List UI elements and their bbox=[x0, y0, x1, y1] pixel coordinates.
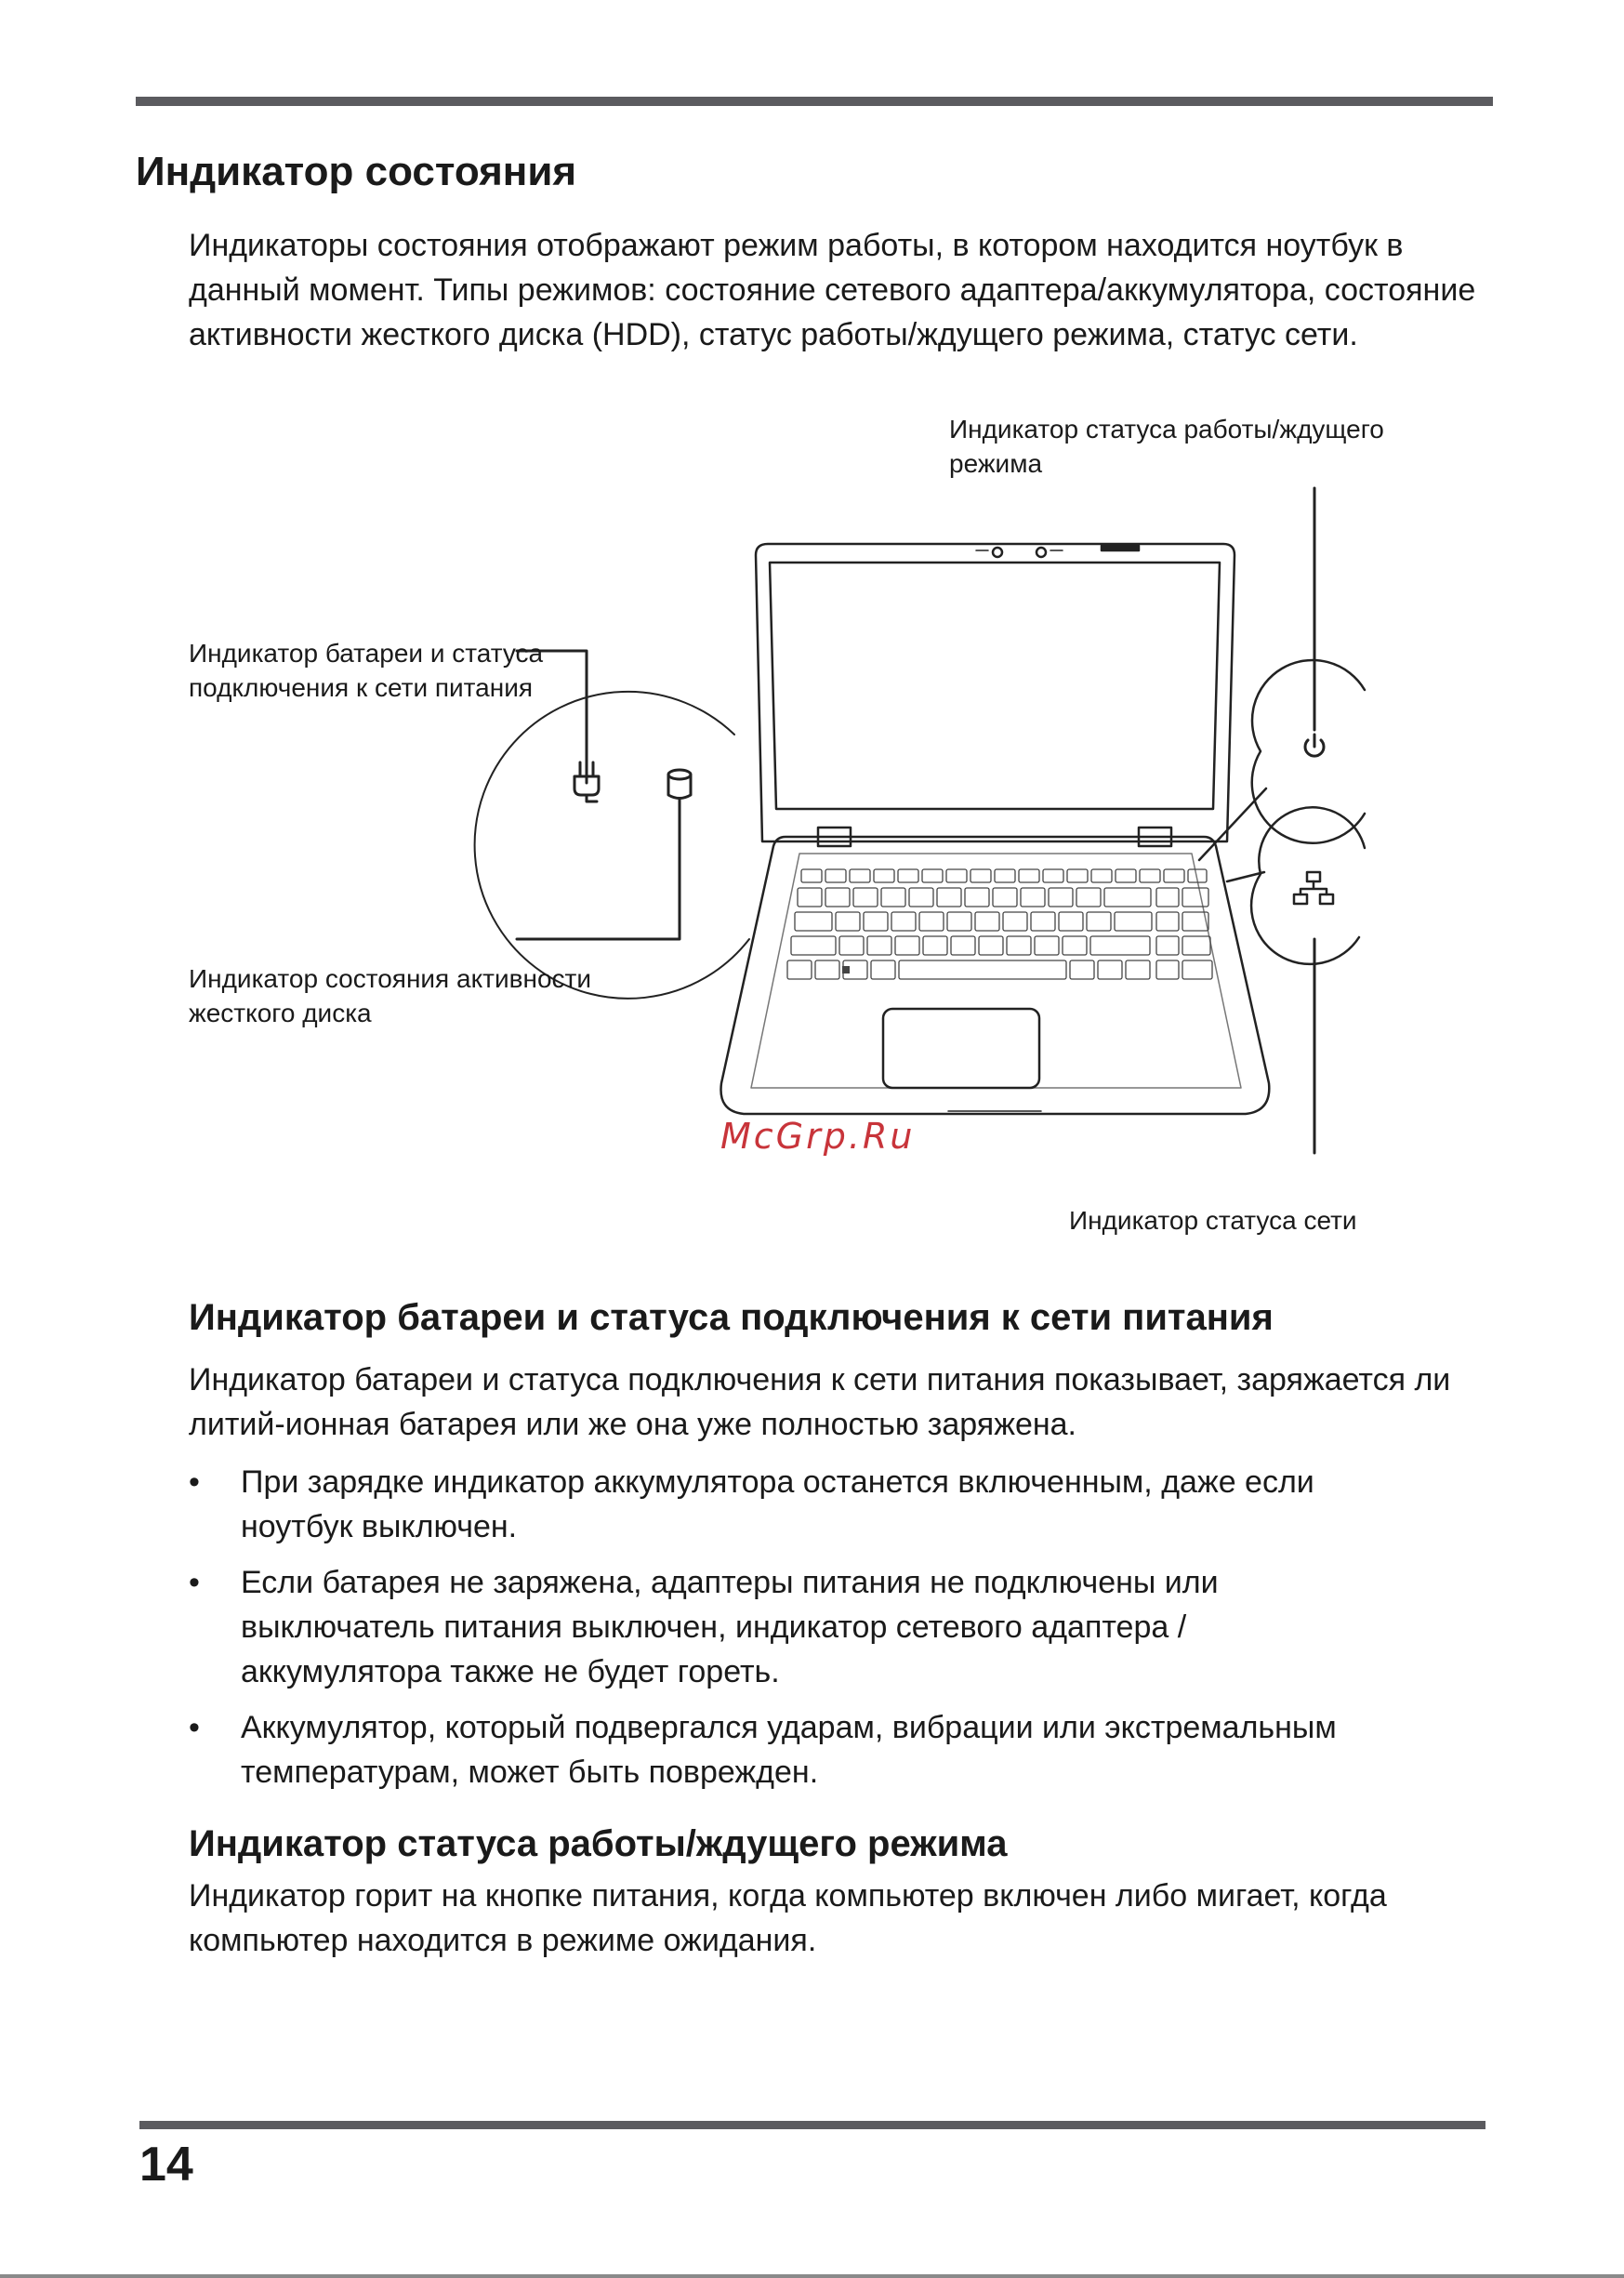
intro-paragraph: Индикаторы состояния отображают режим работы, в котором находится ноутбук в данный момент. Типы режимов: состояние сетевого адаптера/аккумулятора, состояние активности жесткого диска (HDD), статус работы/ждущего режима, статус сети. bbox=[189, 228, 1476, 352]
power-section-title: Индикатор статуса работы/ждущего режима bbox=[189, 1823, 1008, 1864]
laptop-lid bbox=[756, 544, 1235, 841]
hdd-indicator-label: Индикатор состояния активности жесткого диска bbox=[189, 964, 591, 1027]
battery-indicator-label: Индикатор батареи и статуса подключения к сети питания bbox=[189, 639, 544, 702]
keyboard-row-5 bbox=[787, 960, 1212, 979]
watermark: McGrp.Ru bbox=[720, 1116, 916, 1157]
bullet-text: При зарядке индикатор аккумулятора останется включенным, даже если ноутбук выключен. bbox=[241, 1464, 1314, 1544]
bullet-item bbox=[189, 1460, 1351, 1549]
keyboard-row-3 bbox=[795, 912, 1208, 931]
hdd-icon bbox=[668, 770, 691, 799]
bullet-text: Аккумулятор, который подвергался ударам, вибрации или экстремальным температурам, может быть поврежден. bbox=[241, 1710, 1337, 1790]
keyboard-row-4 bbox=[791, 936, 1210, 955]
power-pointer-line bbox=[1199, 788, 1266, 860]
network-icon bbox=[1294, 872, 1333, 904]
bullet-symbol: • bbox=[189, 1565, 200, 1600]
battery-bullet-list bbox=[189, 1460, 1351, 1806]
page-title: Индикатор состояния bbox=[136, 149, 577, 194]
power-section-description: Индикатор горит на кнопке питания, когда компьютер включен либо мигает, когда компьютер находится в режиме ожидания. bbox=[189, 1878, 1387, 1958]
power-icon bbox=[1305, 735, 1324, 756]
hdd-leader-line bbox=[517, 800, 680, 939]
keyboard-row-2 bbox=[798, 888, 1208, 907]
keyboard-row-1 bbox=[801, 869, 1207, 882]
battery-section-title: Индикатор батареи и статуса подключения к сети питания bbox=[189, 1297, 1274, 1338]
network-indicator-label: Индикатор статуса сети bbox=[1069, 1206, 1357, 1235]
page-number: 14 bbox=[139, 2138, 193, 2192]
right-upper-circle bbox=[1252, 660, 1365, 843]
bullet-symbol: • bbox=[189, 1464, 200, 1500]
bullet-text: Если батарея не заряжена, адаптеры питания не подключены или выключатель питания выключен, индикатор сетевого адаптера / аккумулятора также не будет гореть. bbox=[241, 1565, 1219, 1689]
bullet-symbol: • bbox=[189, 1710, 200, 1745]
battery-section-description: Индикатор батареи и статуса подключения к сети питания показывает, заряжается ли литий-ионная батарея или же она уже полностью заряжена. bbox=[189, 1362, 1451, 1442]
left-magnifier-circle bbox=[475, 692, 749, 999]
bullet-item bbox=[189, 1560, 1351, 1694]
page-edge bbox=[0, 2274, 1624, 2278]
bullet-item bbox=[189, 1705, 1351, 1795]
power-indicator-label: Индикатор статуса работы/ждущего режима bbox=[949, 415, 1384, 478]
keyboard bbox=[787, 869, 1212, 979]
bottom-rule bbox=[139, 2121, 1485, 2129]
